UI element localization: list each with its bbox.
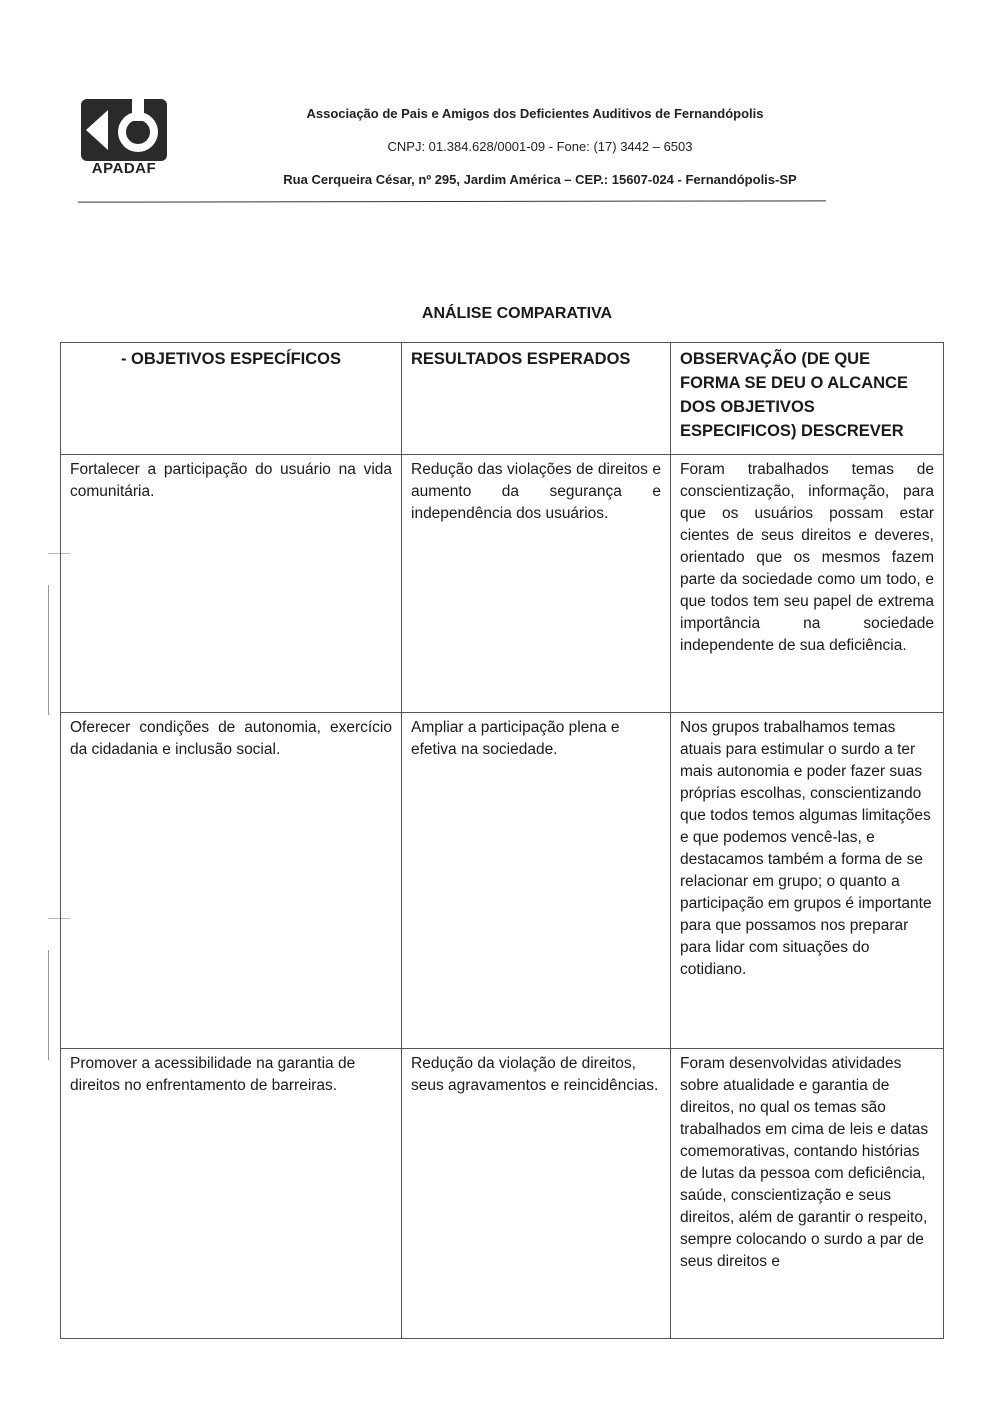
header-observacao: OBSERVAÇÃO (DE QUE FORMA SE DEU O ALCANCE DOS OBJETIVOS ESPECIFICOS) DESCREVER	[671, 343, 944, 455]
logo-label: APADAF	[91, 160, 157, 177]
cell-observacao: Nos grupos trabalhamos temas atuais para estimular o surdo a ter mais autonomia e poder fazer suas próprias escolhas, conscientizando que todos temos algumas limitações e que podemos vencê-las, e destacamos também a forma de se relacionar em grupo; o quanto a participação em grupos é importante para que possamos nos preparar para lidar com situações do cotidiano.	[671, 713, 944, 1049]
table-row	[61, 713, 944, 1049]
table-row	[61, 455, 944, 713]
cell-observacao: Foram desenvolvidas atividades sobre atualidade e garantia de direitos, no qual os temas são trabalhados em cima de leis e datas comemorativas, contando histórias de lutas da pessoa com deficiência, saúde, conscientização e seus direitos, além de garantir o respeito, sempre colocando o surdo a par de seus direitos e	[671, 1049, 944, 1339]
comparative-table	[60, 342, 944, 1339]
cell-objetivo: Fortalecer a participação do usuário na vida comunitária.	[61, 455, 402, 713]
header-divider	[78, 200, 826, 202]
header-resultados: RESULTADOS ESPERADOS	[402, 343, 671, 455]
scan-margin-mark	[48, 585, 49, 715]
table-header-row	[61, 343, 944, 455]
org-contact: CNPJ: 01.384.628/0001-09 - Fone: (17) 3442 – 6503	[387, 139, 693, 154]
document-title: ANÁLISE COMPARATIVA	[421, 305, 613, 322]
cell-objetivo: Promover a acessibilidade na garantia de direitos no enfrentamento de barreiras.	[61, 1049, 402, 1339]
org-address: Rua Cerqueira César, nº 295, Jardim América – CEP.: 15607-024 - Fernandópolis-SP	[283, 172, 797, 187]
cell-observacao: Foram trabalhados temas de conscientização, informação, para que os usuários possam estar cientes de seus direitos e deveres, orientado que os mesmos fazem parte da sociedade como um todo, e que todos tem seu papel de extrema importância na sociedade independente de sua deficiência.	[671, 455, 944, 713]
table-row	[61, 1049, 944, 1339]
cell-resultado: Redução da violação de direitos, seus agravamentos e reincidências.	[402, 1049, 671, 1339]
cell-resultado: Redução das violações de direitos e aumento da segurança e independência dos usuários.	[402, 455, 671, 713]
header-objetivos: - OBJETIVOS ESPECÍFICOS	[61, 343, 402, 455]
org-name: Associação de Pais e Amigos dos Deficientes Auditivos de Fernandópolis	[306, 106, 764, 121]
scan-margin-mark	[48, 950, 49, 1060]
svg-text:A: A	[108, 115, 119, 131]
cell-objetivo: Oferecer condições de autonomia, exercício da cidadania e inclusão social.	[61, 713, 402, 1049]
cell-resultado: Ampliar a participação plena e efetiva na sociedade.	[402, 713, 671, 1049]
